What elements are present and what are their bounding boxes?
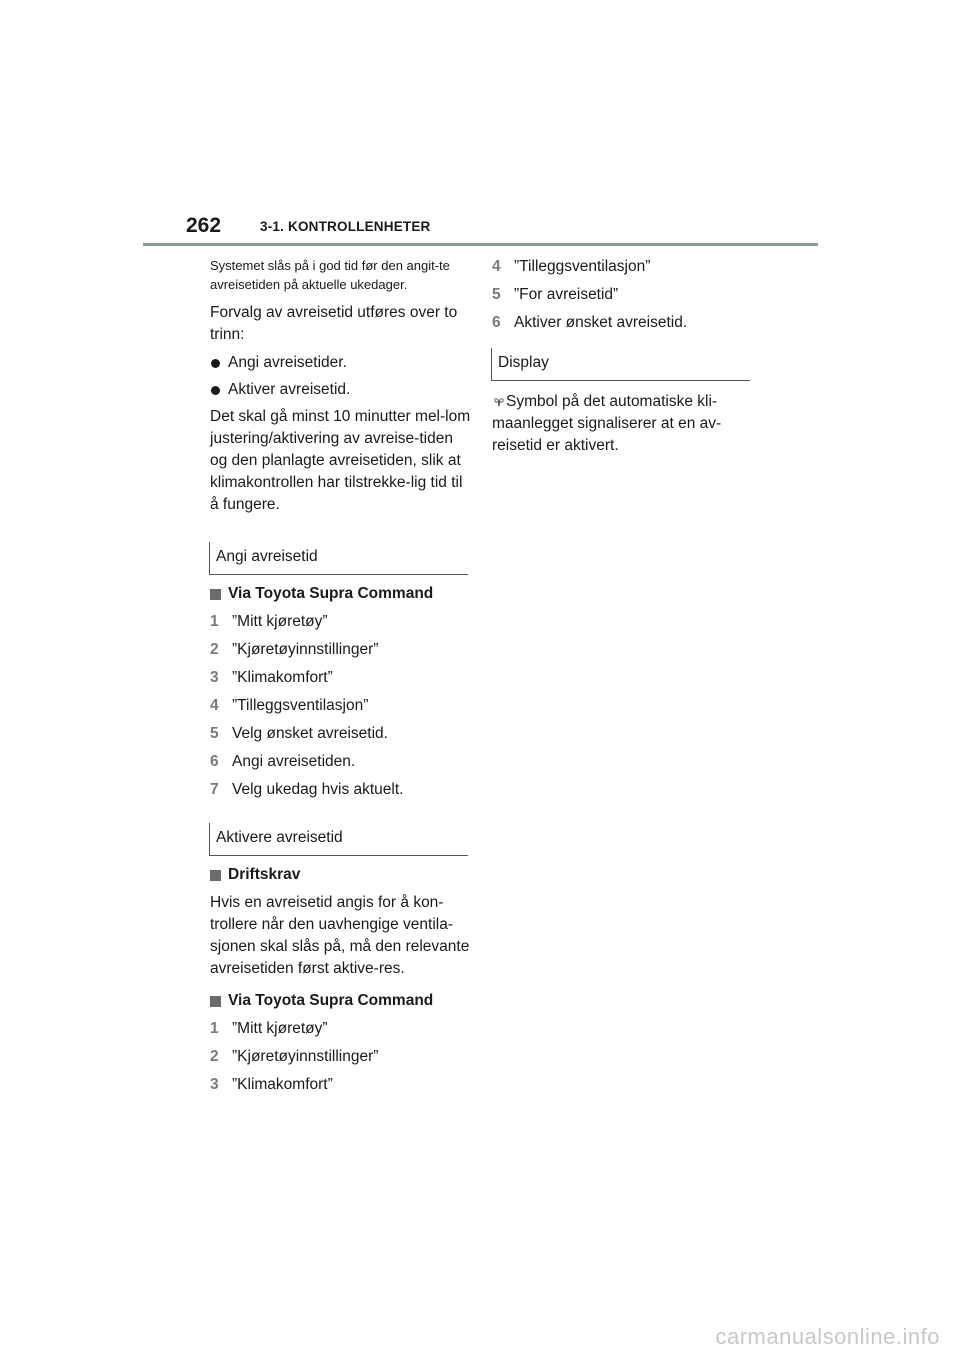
step-text: ”Kjøretøyinnstillinger” [232,1048,379,1065]
step-number: 5 [492,286,501,303]
square-bullet-icon [210,996,221,1007]
square-bullet-icon [210,589,221,600]
step-text: ”Kjøretøyinnstillinger” [232,641,379,658]
step-item [210,1074,472,1096]
step-number: 6 [492,314,501,331]
step-item [210,1018,472,1040]
step-item [210,611,472,633]
section-title: 3-1. KONTROLLENHETER [260,219,431,234]
watermark: carmanualsonline.info [715,1324,940,1349]
step-item [210,779,472,801]
step-number: 5 [210,725,219,742]
step-number: 3 [210,669,219,686]
step-text: ”Klimakomfort” [232,1076,333,1093]
step-item [210,639,472,661]
step-number: 6 [210,753,219,770]
section-heading: Angi avreisetid [209,542,468,575]
bullet-item [210,379,472,401]
display-text: Symbol på det automatiske kli-maanlegget signaliserer at en av-reisetid er aktivert. [492,393,722,454]
bullet-dot-icon [211,359,220,368]
left-column [210,256,472,1102]
step-text: ”Mitt kjøretøy” [232,613,328,630]
subheading-text: Via Toyota Supra Command [228,992,434,1009]
subheading [210,583,472,605]
step-item [210,723,472,745]
step-text: ”Tilleggsventilasjon” [514,258,651,275]
step-number: 2 [210,641,219,658]
square-bullet-icon [210,870,221,881]
subheading [210,864,472,886]
step-text: ”Mitt kjøretøy” [232,1020,328,1037]
step-text: Velg ønsket avreisetid. [232,725,388,742]
subheading-text: Driftskrav [228,866,301,883]
paragraph [492,391,754,457]
paragraph: Hvis en avreisetid angis for å kon-trollere når den uavhengige ventila-sjonen skal slås på, må den relevante avreisetiden først aktive-res. [210,894,470,977]
step-item [492,312,754,334]
step-item [210,695,472,717]
fan-timer-icon [492,395,506,407]
right-column [492,256,754,463]
paragraph: Det skal gå minst 10 minutter mel-lom justering/aktivering av avreise-tiden og den planlagte avreisetiden, slik at klimakontrollen har tilstrekke-lig tid til å fungere. [210,408,471,513]
step-number: 1 [210,613,219,630]
step-number: 4 [492,258,501,275]
step-item [210,1046,472,1068]
step-text: ”Tilleggsventilasjon” [232,697,369,714]
step-number: 2 [210,1048,219,1065]
bullet-item [210,352,472,374]
bullet-text: Aktiver avreisetid. [228,381,351,398]
page-number: 262 [186,214,222,237]
step-item [492,256,754,278]
subheading [210,990,472,1012]
header-rule [143,243,818,246]
intro-note: Systemet slås på i god tid før den angit-te avreisetiden på aktuelle ukedager. [210,258,450,292]
step-text: ”Klimakomfort” [232,669,333,686]
step-text: Velg ukedag hvis aktuelt. [232,781,404,798]
step-text: Aktiver ønsket avreisetid. [514,314,688,331]
step-text: ”For avreisetid” [514,286,619,303]
step-text: Angi avreisetiden. [232,753,356,770]
step-number: 3 [210,1076,219,1093]
subheading-text: Via Toyota Supra Command [228,585,434,602]
step-item [492,284,754,306]
step-number: 7 [210,781,219,798]
step-number: 1 [210,1020,219,1037]
bullet-text: Angi avreisetider. [228,354,347,371]
section-heading: Aktivere avreisetid [209,823,468,856]
section-heading: Display [491,348,750,381]
bullet-dot-icon [211,386,220,395]
step-number: 4 [210,697,219,714]
paragraph: Forvalg av avreisetid utføres over to trinn: [210,304,458,343]
step-item [210,751,472,773]
step-item [210,667,472,689]
